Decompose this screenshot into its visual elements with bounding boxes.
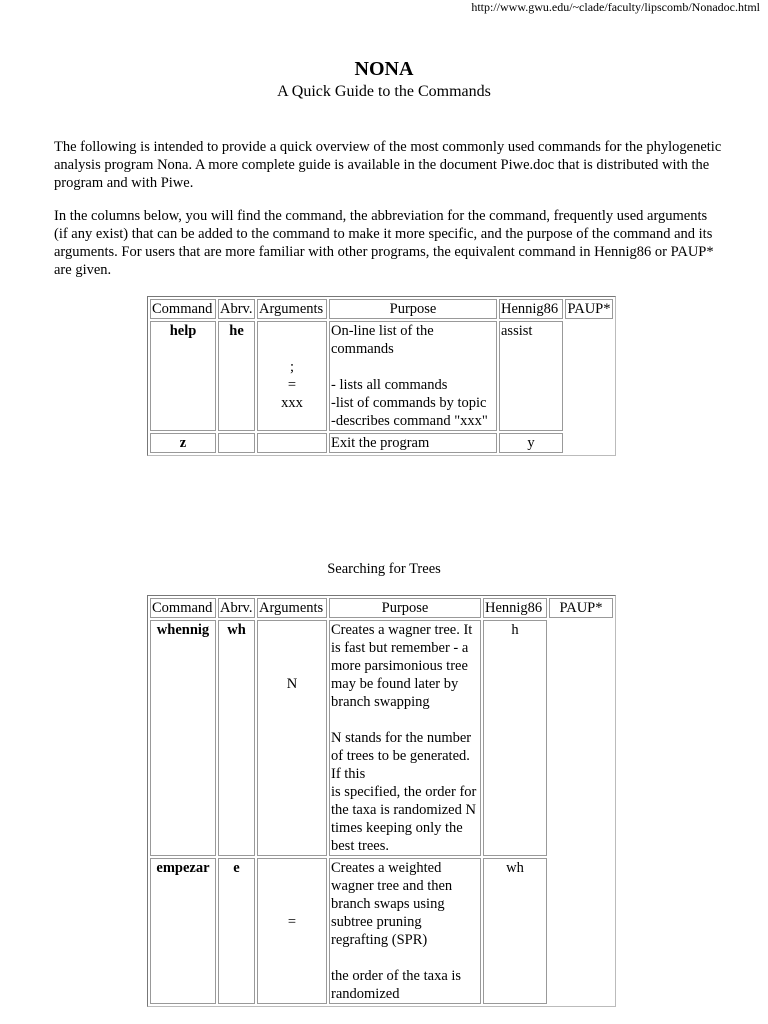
purpose-text: N stands for the number of trees to be generated. If this bbox=[331, 730, 472, 782]
command-cell: whennig bbox=[150, 620, 216, 856]
purpose-text: On-line list of the commands bbox=[331, 323, 434, 357]
paup-cell bbox=[565, 321, 613, 431]
table-row bbox=[150, 620, 613, 856]
command-cell: z bbox=[150, 433, 216, 453]
purpose-cell bbox=[329, 321, 497, 431]
intro-paragraph: The following is intended to provide a quick overview of the most commonly used commands for the phylogenetic analysis program Nona. A more complete guide is available in the document Piwe.doc that is distributed with the program and with Piwe. bbox=[54, 139, 722, 191]
arguments-cell bbox=[257, 620, 327, 856]
table-row bbox=[150, 321, 613, 431]
purpose-text: Creates a wagner tree. It is fast but remember - a more parsimonious tree may be found later by branch swapping bbox=[331, 622, 473, 710]
purpose-text: -describes command "xxx" bbox=[331, 413, 488, 429]
argument: xxx bbox=[281, 395, 303, 411]
arguments-cell bbox=[257, 321, 327, 431]
command-cell: empezar bbox=[150, 858, 216, 1004]
abrv-cell: wh bbox=[218, 620, 255, 856]
purpose-cell bbox=[329, 858, 481, 1004]
header-arguments: Arguments bbox=[257, 598, 327, 618]
purpose-cell: Exit the program bbox=[329, 433, 497, 453]
argument: = bbox=[287, 914, 297, 930]
abrv-cell: e bbox=[218, 858, 255, 1004]
argument: N bbox=[286, 676, 298, 692]
abrv-cell bbox=[218, 433, 255, 453]
section-heading: Searching for Trees bbox=[327, 561, 441, 577]
arguments-cell bbox=[257, 433, 327, 453]
hennig86-cell: h bbox=[483, 620, 547, 856]
header-command: Command bbox=[150, 598, 216, 618]
page-title: NONA bbox=[354, 58, 414, 80]
argument: = bbox=[287, 377, 297, 393]
header-purpose: Purpose bbox=[329, 598, 481, 618]
hennig86-cell: assist bbox=[499, 321, 563, 431]
header-hennig86: Hennig86 bbox=[483, 598, 547, 618]
header-purpose: Purpose bbox=[329, 299, 497, 319]
header-abrv: Abrv. bbox=[218, 598, 255, 618]
header-abrv: Abrv. bbox=[218, 299, 255, 319]
command-cell: help bbox=[150, 321, 216, 431]
purpose-text: - lists all commands bbox=[331, 377, 448, 393]
purpose-text: is specified, the order for the taxa is randomized N times keeping only the best trees. bbox=[331, 784, 477, 854]
page-subtitle: A Quick Guide to the Commands bbox=[277, 83, 491, 100]
argument: ; bbox=[289, 359, 295, 375]
paup-cell bbox=[549, 858, 613, 1004]
search-commands-table bbox=[147, 595, 616, 1007]
table-row bbox=[150, 858, 613, 1004]
header-paup: PAUP* bbox=[565, 299, 613, 319]
header-paup: PAUP* bbox=[549, 598, 613, 618]
table-row bbox=[150, 433, 613, 453]
purpose-text: the order of the taxa is randomized bbox=[331, 968, 462, 1002]
purpose-text: -list of commands by topic bbox=[331, 395, 487, 411]
page-url: http://www.gwu.edu/~clade/faculty/lipscomb/Nonadoc.html bbox=[471, 0, 760, 14]
header-arguments: Arguments bbox=[257, 299, 327, 319]
header-command: Command bbox=[150, 299, 216, 319]
paup-cell bbox=[565, 433, 613, 453]
purpose-text: Creates a weighted wagner tree and then branch swaps using subtree pruning regrafting (SPR) bbox=[331, 860, 453, 948]
abrv-cell: he bbox=[218, 321, 255, 431]
intro-paragraph: In the columns below, you will find the command, the abbreviation for the command, frequently used arguments (if any exist) that can be added to the command to make it more specific, and the purpose of the command and its arguments. For users that are more familiar with other programs, the equivalent command in Hennig86 or PAUP* are given. bbox=[54, 208, 714, 278]
arguments-cell bbox=[257, 858, 327, 1004]
purpose-cell bbox=[329, 620, 481, 856]
table-header-row bbox=[150, 299, 613, 319]
paup-cell bbox=[549, 620, 613, 856]
general-commands-table bbox=[147, 296, 616, 456]
hennig86-cell: wh bbox=[483, 858, 547, 1004]
table-header-row bbox=[150, 598, 613, 618]
header-hennig86: Hennig86 bbox=[499, 299, 563, 319]
hennig86-cell: y bbox=[499, 433, 563, 453]
